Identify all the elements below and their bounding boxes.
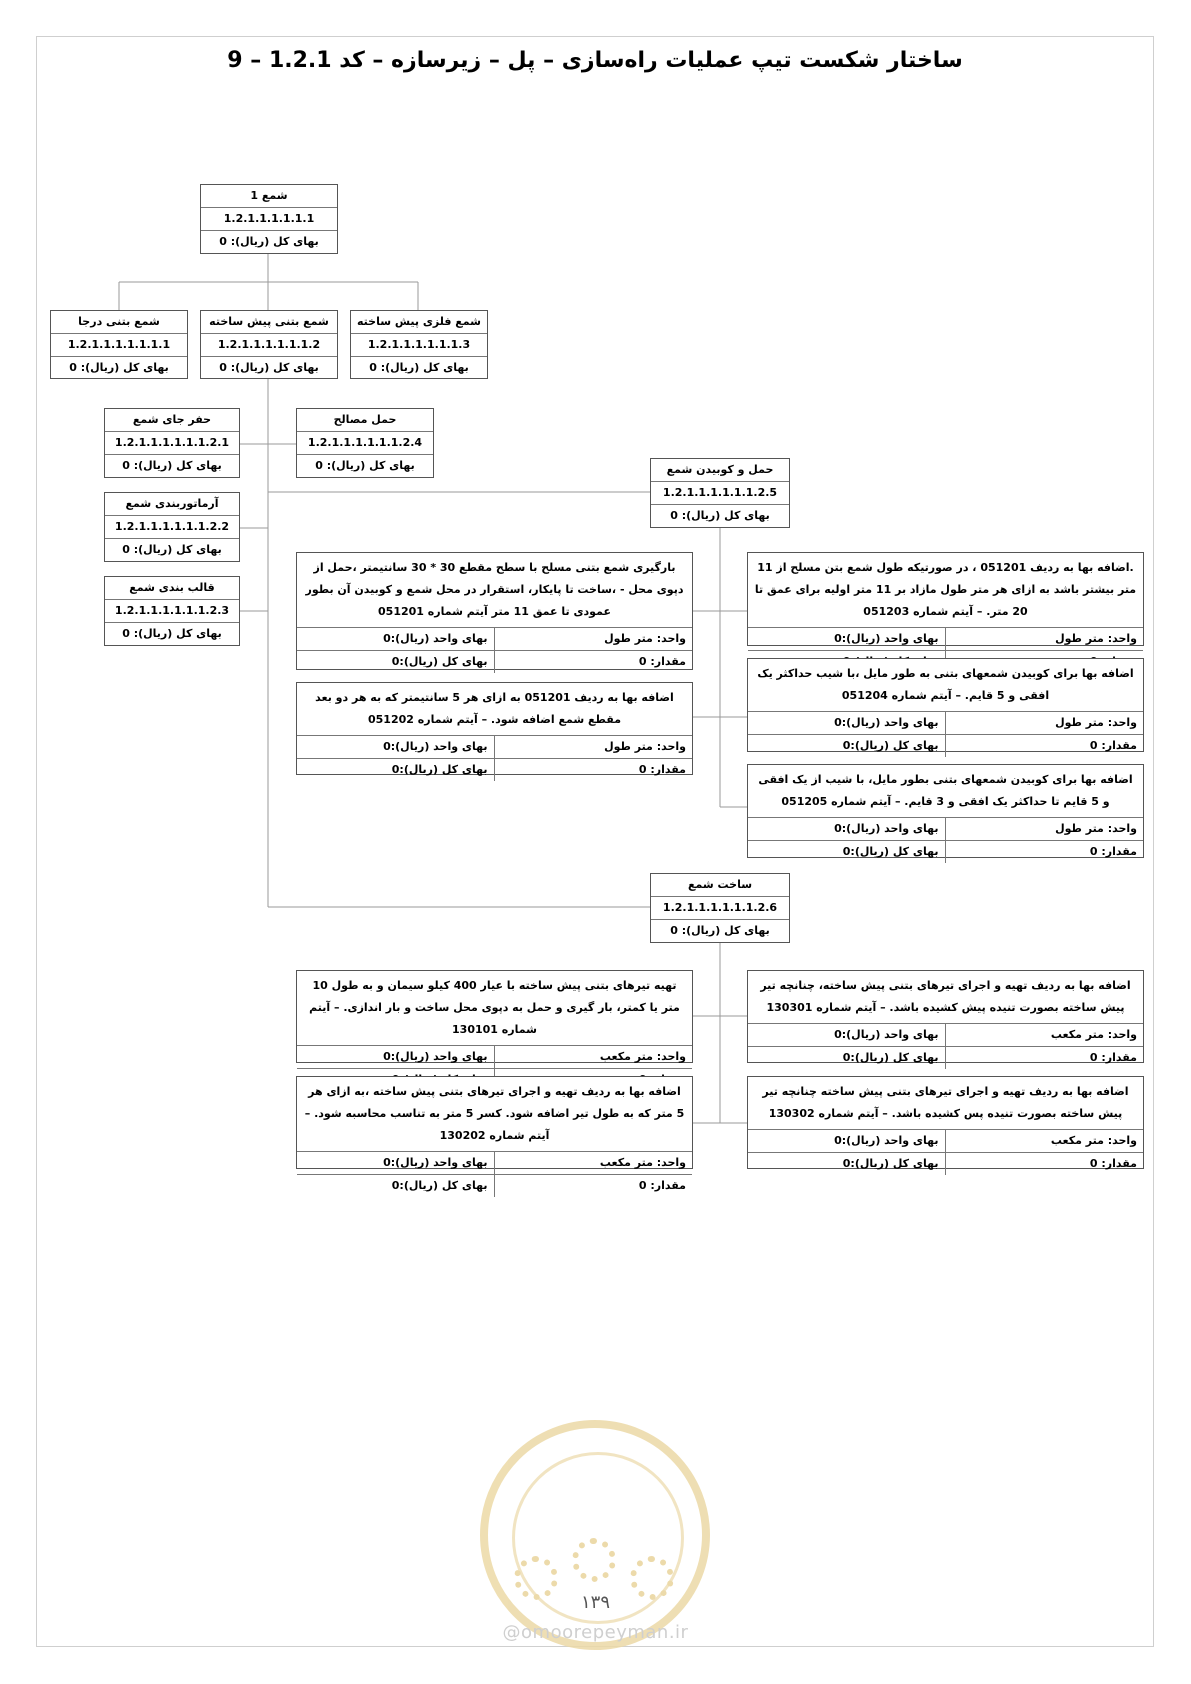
item-description: اضافه بها به ردیف تهیه و اجرای تیرهای بتنی پیش ساخته چنانچه تیر پیش ساخته بصورت تنیده پس کشیده باشد. – آیتم شماره 130302 (748, 1077, 1143, 1130)
node-code: 1.2.1.1.1.1.1.1.2.4 (297, 432, 433, 455)
item-description: اضافه بها به ردیف 051201 به ازای هر 5 سانتیمتر که به هر دو بعد مقطع شمع اضافه شود. – آیتم شماره 051202 (297, 683, 692, 736)
item-description: اضافه بها به ردیف تهیه و اجرای تیرهای بتنی پیش ساخته ،به ازای هر 5 متر که به طول تیر اضافه شود. کسر 5 متر به تناسب محاسبه شود. – آیتم شماره 130202 (297, 1077, 692, 1152)
node-name: حمل مصالح (297, 409, 433, 432)
node-name: حمل و کوبیدن شمع (651, 459, 789, 482)
item-unit: واحد: متر طول (604, 740, 686, 753)
node-name: آرماتوربندی شمع (105, 493, 239, 516)
page-title: ساختار شکست تیپ عملیات راه‌سازی – پل – زیرسازه – کد 1.2.1 – 9 (227, 48, 963, 73)
node-name: شمع بتنی درجا (51, 311, 187, 334)
item-total: بهای کل (ریال):0 (748, 735, 946, 757)
wbs-node-transport-driving (650, 458, 790, 528)
item-unit-price: بهای واحد (ریال):0 (297, 1152, 495, 1174)
wbs-node-precast-concrete (200, 310, 338, 379)
gear-icon (572, 1538, 616, 1582)
node-name: شمع فلزی پیش ساخته (351, 311, 487, 334)
node-code: 1.2.1.1.1.1.1.1.2.5 (651, 482, 789, 505)
item-description: اضافه بها برای کوبیدن شمعهای بتنی به طور مایل ،با شیب حداکثر یک افقی و 5 قایم. – آیتم شماره 051204 (748, 659, 1143, 712)
item-unit-price: بهای واحد (ریال):0 (748, 1024, 946, 1046)
item-unit-price: بهای واحد (ریال):0 (297, 1046, 495, 1068)
cost-item-051203 (747, 552, 1144, 646)
node-name: ساخت شمع (651, 874, 789, 897)
item-unit-price: بهای واحد (ریال):0 (297, 628, 495, 650)
item-quantity: مقدار: 0 (638, 1179, 686, 1192)
cost-item-051204 (747, 658, 1144, 752)
cost-item-130202 (296, 1076, 693, 1192)
item-description: بارگیری شمع بتنی مسلح با سطح مقطع 30 * 30 سانتیمتر ،حمل از دپوی محل - ،ساخت تا پایکار، استقرار در محل شمع و کوبیدن آن بطور عمودی تا عمق 11 متر آیتم شماره 051201 (297, 553, 692, 628)
node-total: بهای کل (ریال): 0 (122, 543, 222, 556)
wbs-node-root (200, 184, 338, 254)
item-unit-price: بهای واحد (ریال):0 (748, 712, 946, 734)
cost-item-130301 (747, 970, 1144, 1063)
node-total: بهای کل (ریال): 0 (69, 361, 169, 374)
item-total: بهای کل (ریال):0 (297, 1175, 495, 1197)
cost-item-130101 (296, 970, 693, 1063)
node-total: بهای کل (ریال): 0 (315, 459, 415, 472)
wbs-node-cast-in-place (50, 310, 188, 379)
wbs-node-pile-fabrication (650, 873, 790, 943)
cost-item-051201 (296, 552, 693, 670)
cost-item-051202 (296, 682, 693, 775)
wbs-node-excavation (104, 408, 240, 478)
item-quantity: مقدار: 0 (1089, 845, 1137, 858)
wbs-node-formwork (104, 576, 240, 646)
item-total: بهای کل (ریال):0 (748, 841, 946, 863)
node-total: بهای کل (ریال): 0 (670, 924, 770, 937)
item-total: بهای کل (ریال):0 (297, 651, 495, 673)
node-total: بهای کل (ریال): 0 (369, 361, 469, 374)
item-unit-price: بهای واحد (ریال):0 (748, 818, 946, 840)
node-code: 1.2.1.1.1.1.1.1.2.2 (105, 516, 239, 539)
node-total: بهای کل (ریال): 0 (219, 235, 319, 248)
node-name: شمع 1 (201, 185, 337, 208)
item-description: اضافه بها برای کوبیدن شمعهای بتنی بطور مایل، با شیب از یک افقی و 5 قایم تا حداکثر یک افقی و 3 قایم. – آیتم شماره 051205 (748, 765, 1143, 818)
wbs-node-reinforcement (104, 492, 240, 562)
publisher-seal-logo (480, 1420, 710, 1650)
item-unit: واحد: متر مکعب (1050, 1134, 1137, 1147)
item-quantity: مقدار: 0 (1089, 739, 1137, 752)
item-unit-price: بهای واحد (ریال):0 (297, 736, 495, 758)
item-quantity: مقدار: 0 (638, 763, 686, 776)
node-name: شمع بتنی پیش ساخته (201, 311, 337, 334)
item-description: تهیه تیرهای بتنی پیش ساخته با عیار 400 کیلو سیمان و به طول 10 متر یا کمتر، بار گیری و حمل به دپوی محل ساخت و بار اندازی. – آیتم شماره 130101 (297, 971, 692, 1046)
node-total: بهای کل (ریال): 0 (219, 361, 319, 374)
item-total: بهای کل (ریال):0 (748, 1153, 946, 1175)
node-code: 1.2.1.1.1.1.1.1.2.6 (651, 897, 789, 920)
wbs-node-material-transport (296, 408, 434, 478)
page-number: ۱۳۹ (580, 1592, 610, 1613)
item-total: بهای کل (ریال):0 (297, 759, 495, 781)
item-unit: واحد: متر مکعب (599, 1156, 686, 1169)
item-unit: واحد: متر طول (1055, 632, 1137, 645)
node-total: بهای کل (ریال): 0 (122, 459, 222, 472)
item-description: .اضافه بها به ردیف 051201 ، در صورتیکه طول شمع بتن مسلح از 11 متر بیشتر باشد به ازای هر متر طول مازاد بر 11 متر اولیه برای عمق تا 20 متر. – آیتم شماره 051203 (748, 553, 1143, 628)
node-total: بهای کل (ریال): 0 (122, 627, 222, 640)
item-unit: واحد: متر طول (604, 632, 686, 645)
node-code: 1.2.1.1.1.1.1.1 (201, 208, 337, 231)
node-code: 1.2.1.1.1.1.1.1.2.1 (105, 432, 239, 455)
cost-item-051205 (747, 764, 1144, 858)
node-name: قالب بندی شمع (105, 577, 239, 600)
item-unit: واحد: متر مکعب (1050, 1028, 1137, 1041)
item-unit-price: بهای واحد (ریال):0 (748, 628, 946, 650)
item-unit: واحد: متر مکعب (599, 1050, 686, 1063)
node-code: 1.2.1.1.1.1.1.1.2.3 (105, 600, 239, 623)
node-name: حفر جای شمع (105, 409, 239, 432)
item-quantity: مقدار: 0 (638, 655, 686, 668)
site-watermark: @omoorepeyman.ir (502, 1622, 689, 1643)
node-code: 1.2.1.1.1.1.1.1.3 (351, 334, 487, 357)
item-unit-price: بهای واحد (ریال):0 (748, 1130, 946, 1152)
node-code: 1.2.1.1.1.1.1.1.1 (51, 334, 187, 357)
wbs-node-precast-steel (350, 310, 488, 379)
item-quantity: مقدار: 0 (1089, 1157, 1137, 1170)
item-unit: واحد: متر طول (1055, 716, 1137, 729)
node-code: 1.2.1.1.1.1.1.1.2 (201, 334, 337, 357)
cost-item-130302 (747, 1076, 1144, 1169)
item-quantity: مقدار: 0 (1089, 1051, 1137, 1064)
item-total: بهای کل (ریال):0 (748, 1047, 946, 1069)
item-description: اضافه بها به ردیف تهیه و اجرای تیرهای بتنی پیش ساخته، چنانچه تیر پیش ساخته بصورت تنیده پیش کشیده باشد. – آیتم شماره 130301 (748, 971, 1143, 1024)
item-unit: واحد: متر طول (1055, 822, 1137, 835)
node-total: بهای کل (ریال): 0 (670, 509, 770, 522)
